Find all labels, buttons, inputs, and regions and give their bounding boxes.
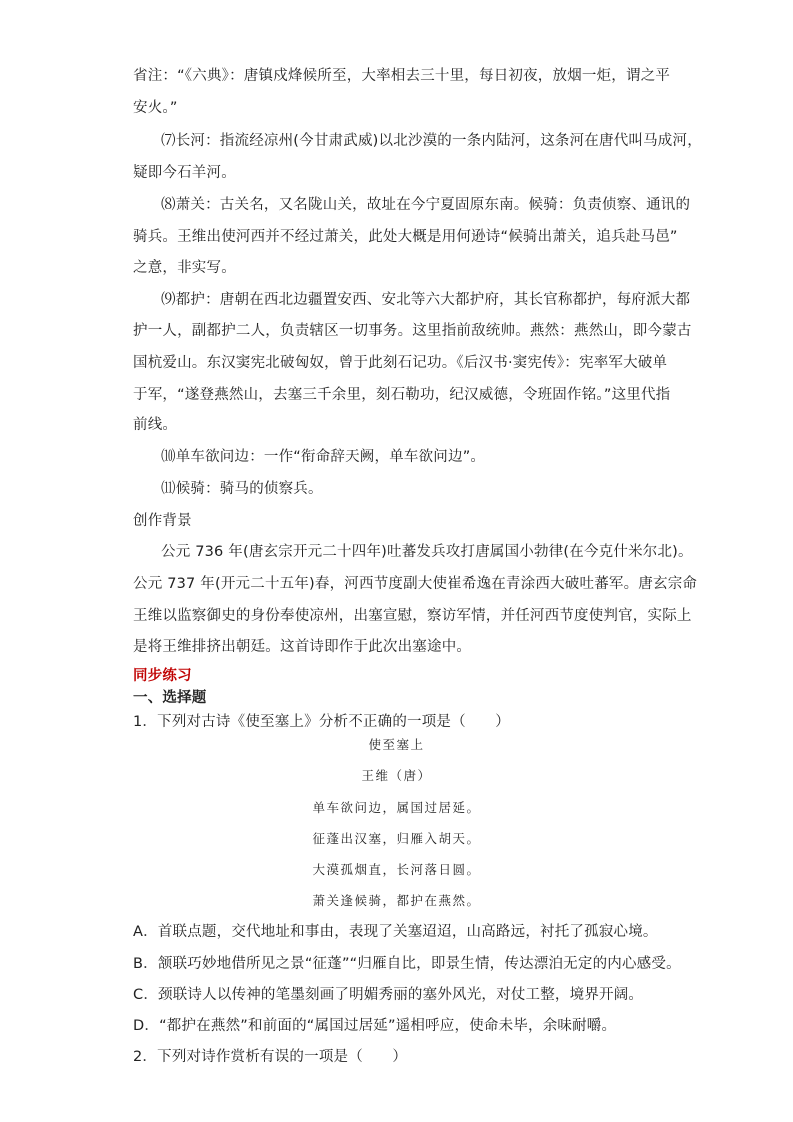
question-2: 2．下列对诗作赏析有误的一项是（ ）	[133, 1049, 408, 1065]
note-9-line-2: 护一人，副都护二人，负责辖区一切事务。这里指前敌统帅。燕然：燕然山，即今蒙古	[133, 323, 692, 339]
option-a: A．首联点题，交代地址和事由，表现了关塞迢迢，山高路远，衬托了孤寂心境。	[133, 924, 658, 940]
note-9-line-3: 国杭爱山。东汉窦宪北破匈奴，曾于此刻石记功。《后汉书·窦宪传》：宪率军大破单	[133, 355, 668, 371]
background-heading: 创作背景	[133, 513, 192, 529]
note-10: ⑽单车欲问边：一作“衔命辞天阙，单车欲问边”。	[161, 449, 486, 465]
poem-line-3: 大漠孤烟直，长河落日圆。	[312, 862, 481, 877]
poem-title: 使至塞上	[368, 737, 425, 752]
note-6-continued-line-2: 安火。”	[133, 100, 178, 116]
note-11: ⑾候骑：骑马的侦察兵。	[161, 481, 323, 497]
option-d: D．“都护在燕然”和前面的“属国过居延”遥相呼应，使命未毕，余味耐嚼。	[133, 1018, 617, 1034]
background-paragraph-line-4: 是将王维排挤出朝廷。这首诗即作于此次出塞途中。	[133, 639, 472, 655]
poem-author: 王维（唐）	[361, 768, 432, 783]
exercise-section-heading: 一、选择题	[133, 690, 207, 706]
note-6-continued-line-1: 省注：“《六典》：唐镇戍烽候所至，大率相去三十里，每日初夜，放烟一炬，谓之平	[133, 68, 671, 84]
background-paragraph-line-3: 王维以监察御史的身份奉使凉州，出塞宣慰，察访军情，并任河西节度使判官，实际上	[133, 608, 692, 624]
note-8-line-3: 之意，非实写。	[133, 260, 236, 276]
background-paragraph-line-2: 公元 737 年(开元二十五年)春，河西节度副大使崔希逸在青涂西大破吐蕃军。唐玄宗命	[133, 576, 698, 592]
background-paragraph-line-1: 公元 736 年(唐玄宗开元二十四年)吐蕃发兵攻打唐属国小勃律(在今克什米尔北)。	[161, 544, 693, 560]
note-7-line-1: ⑺长河：指流经凉州(今甘肃武威)以北沙漠的一条内陆河，这条河在唐代叫马成河，	[161, 133, 702, 149]
note-9-line-4: 于军，“遂登燕然山，去塞三千余里，刻石勒功，纪汉威德，令班固作铭。”这里代指	[133, 387, 671, 403]
note-8-line-2: 骑兵。王维出使河西并不经过萧关，此处大概是用何逊诗“候骑出萧关，追兵赴马邑”	[133, 229, 678, 245]
poem-line-4: 萧关逢候骑，都护在燕然。	[312, 893, 481, 908]
poem-line-2: 征蓬出汉塞，归雁入胡天。	[312, 831, 481, 846]
option-c: C．颈联诗人以传神的笔墨刻画了明媚秀丽的塞外风光，对仗工整，境界开阔。	[133, 987, 644, 1003]
note-9-line-5: 前线。	[133, 417, 178, 433]
note-9-line-1: ⑼都护：唐朝在西北边疆置安西、安北等六大都护府，其长官称都护，每府派大都	[161, 292, 691, 308]
note-7-line-2: 疑即今石羊河。	[133, 165, 236, 181]
note-8-line-1: ⑻萧关：古关名，又名陇山关，故址在今宁夏固原东南。候骑：负责侦察、通讯的	[161, 197, 691, 213]
option-b: B．颔联巧妙地借所见之景“征蓬”“归雁自比，即景生情，传达漂泊无定的内心感受。	[133, 956, 681, 972]
poem-line-1: 单车欲问边，属国过居延。	[312, 800, 481, 815]
question-1: 1．下列对古诗《使至塞上》分析不正确的一项是（ ）	[133, 714, 510, 730]
exercise-title: 同步练习	[133, 668, 192, 684]
